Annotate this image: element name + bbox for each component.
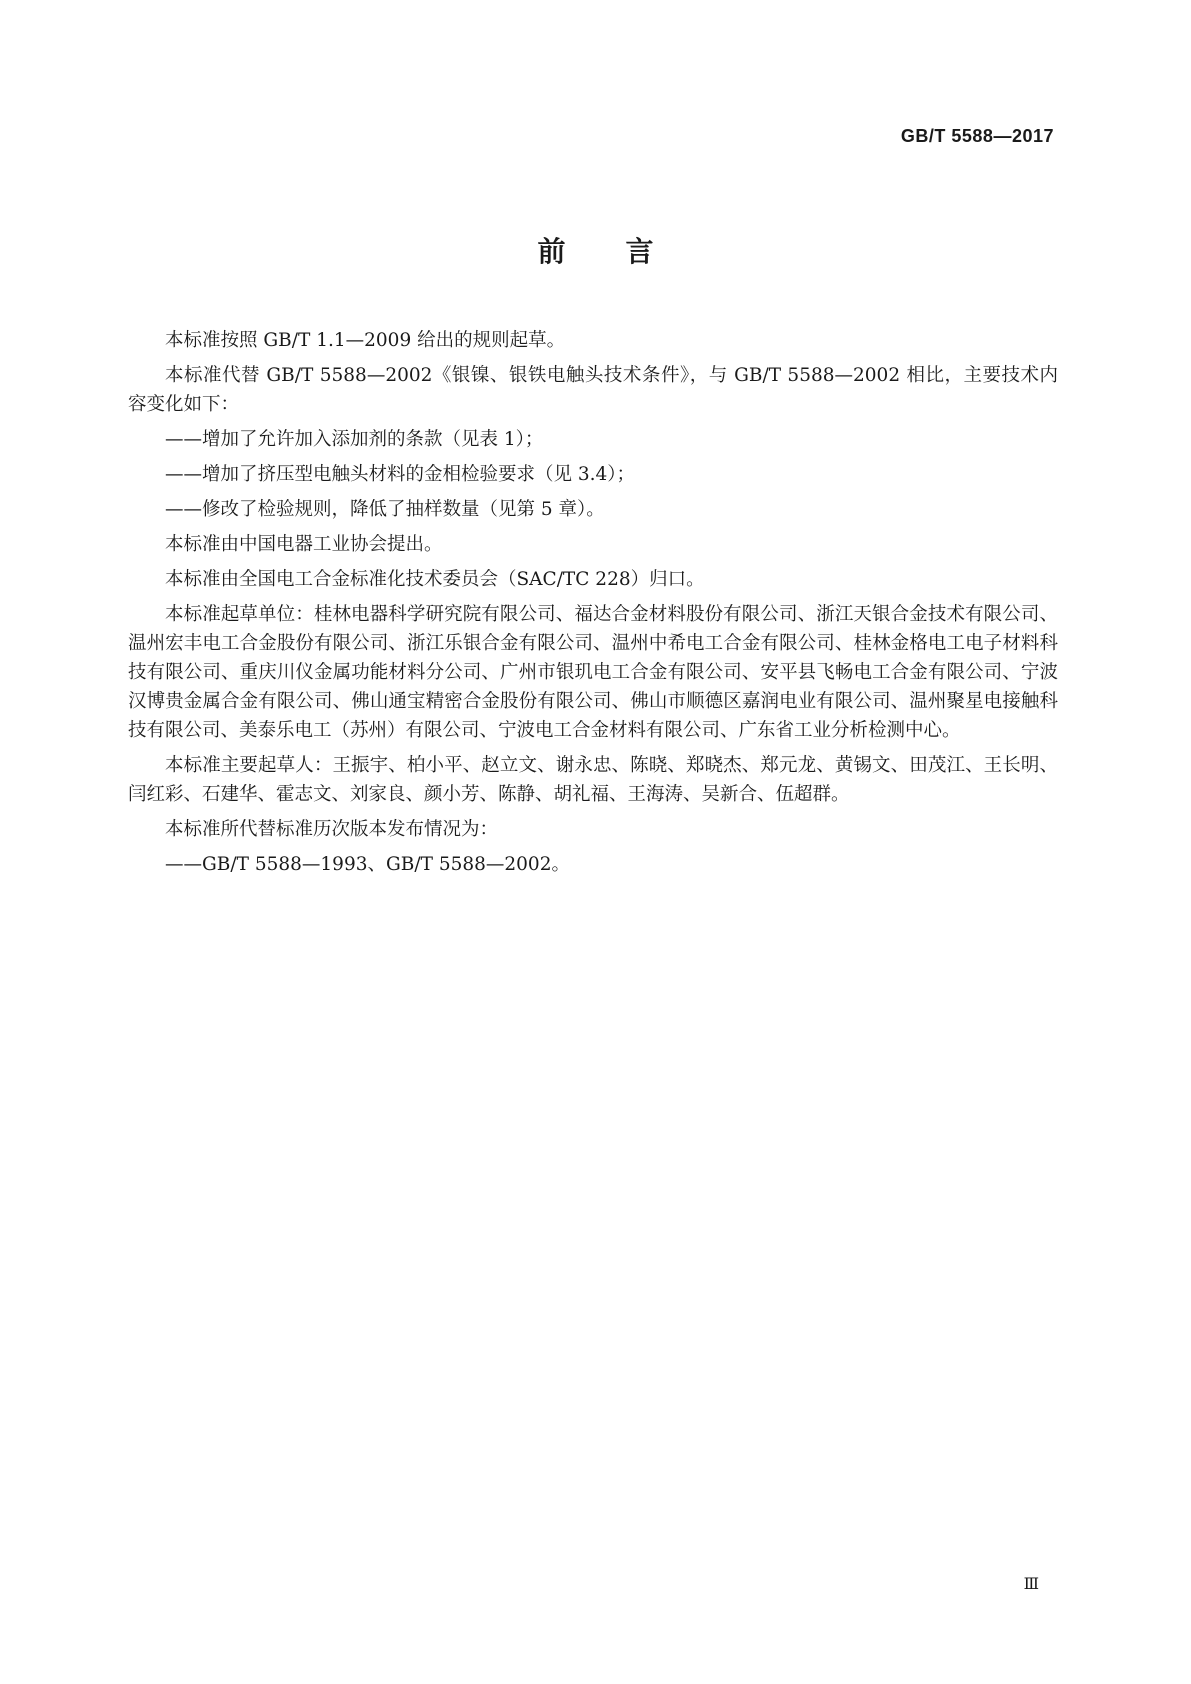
paragraph-history-intro: 本标准所代替标准历次版本发布情况为： [165, 819, 499, 840]
page-number: Ⅲ [1023, 1574, 1039, 1593]
change-item: ——修改了检验规则，降低了抽样数量（见第 5 章）。 [165, 499, 605, 520]
paragraph-drafters: 本标准主要起草人：王振宇、柏小平、赵立文、谢永忠、陈晓、郑晓杰、郑元龙、黄锡文、田茂江、王长明、闫红彩、石建华、霍志文、刘家良、颜小芳、陈静、胡礼福、王海涛、吴新合、伍超群。 [128, 755, 1058, 805]
change-item: ——增加了挤压型电触头材料的金相检验要求（见 3.4）； [165, 464, 636, 485]
paragraph-drafting-rules: 本标准按照 GB/T 1.1—2009 给出的规则起草。 [165, 330, 566, 351]
document-body [128, 326, 1058, 885]
paragraph-replacement: 本标准代替 GB/T 5588—2002《银镍、银铁电触头技术条件》，与 GB/T 5588—2002 相比，主要技术内容变化如下： [128, 365, 1058, 415]
paragraph-drafting-units: 本标准起草单位：桂林电器科学研究院有限公司、福达合金材料股份有限公司、浙江天银合金技术有限公司、温州宏丰电工合金股份有限公司、浙江乐银合金有限公司、温州中希电工合金有限公司、桂林金格电工电子材料科技有限公司、重庆川仪金属功能材料分公司、广州市银玑电工合金有限公司、安平县飞畅电工合金有限公司、宁波汉博贵金属合金有限公司、佛山通宝精密合金股份有限公司、佛山市顺德区嘉润电业有限公司、温州聚星电接触科技有限公司、美泰乐电工（苏州）有限公司、宁波电工合金材料有限公司、广东省工业分析检测中心。 [128, 604, 1058, 741]
paragraph-proposer: 本标准由中国电器工业协会提出。 [165, 534, 443, 555]
paragraph-committee: 本标准由全国电工合金标准化技术委员会（SAC/TC 228）归口。 [165, 569, 705, 590]
page-title: 前言 [537, 235, 714, 268]
history-item: ——GB/T 5588—1993、GB/T 5588—2002。 [165, 854, 570, 875]
change-item: ——增加了允许加入添加剂的条款（见表 1）； [165, 429, 544, 450]
standard-code-header: GB/T 5588—2017 [900, 126, 1054, 146]
